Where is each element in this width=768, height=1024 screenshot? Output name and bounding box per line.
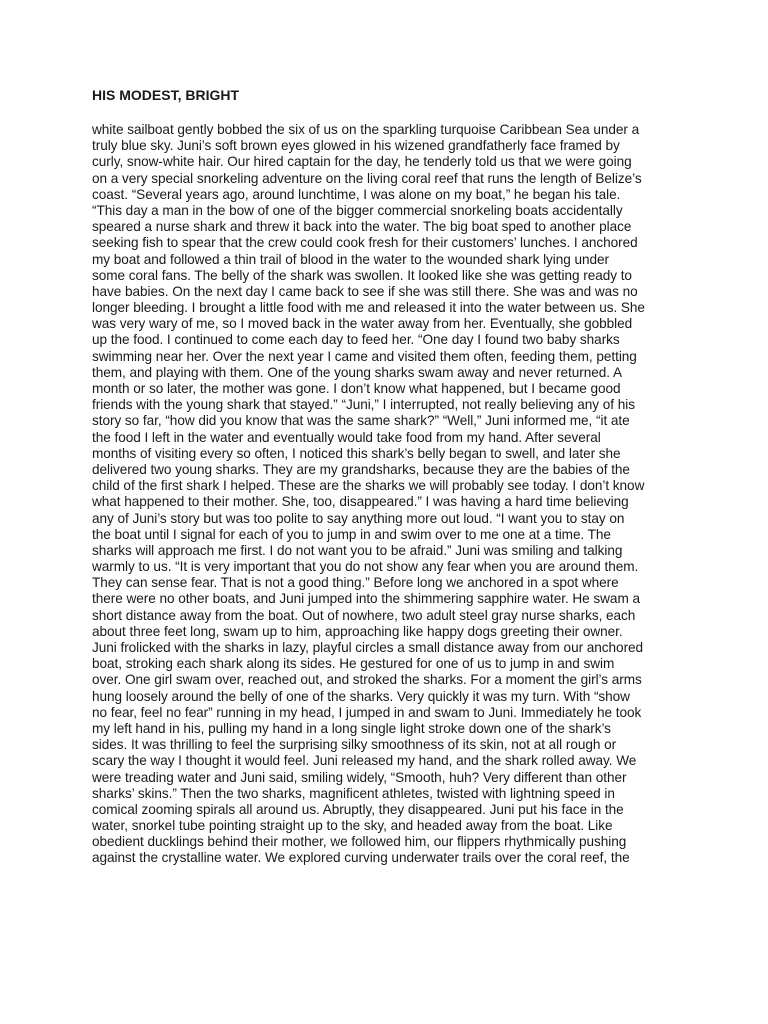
- text-line: no fear, feel no fear” running in my head, I jumped in and swam to Juni. Immediately he took: [92, 704, 642, 720]
- text-line: on a very special snorkeling adventure on the living coral reef that runs the length of Belize’s: [92, 170, 642, 186]
- text-line: were treading water and Juni said, smiling widely, “Smooth, huh? Very different than other: [92, 769, 627, 785]
- text-line: seeking fish to spear that the crew could cook fresh for their customers’ lunches. I anchored: [92, 235, 638, 251]
- text-line: delivered two young sharks. They are my grandsharks, because they are the babies of the: [92, 461, 630, 477]
- text-line: scary the way I thought it would feel. Juni released my hand, and the shark rolled away. We: [92, 753, 637, 769]
- text-line: any of Juni’s story but was too polite to say anything more out loud. “I want you to stay on: [92, 510, 625, 526]
- text-line: sides. It was thrilling to feel the surprising silky smoothness of its skin, not at all rough or: [92, 737, 617, 753]
- text-line: against the crystalline water. We explored curving underwater trails over the coral reef, the: [92, 850, 630, 866]
- text-line: months of visiting every so often, I noticed this shark’s belly began to swell, and later she: [92, 445, 621, 461]
- text-line: curly, snow-white hair. Our hired captain for the day, he tenderly told us that we were going: [92, 154, 632, 170]
- text-line: longer bleeding. I brought a little food with me and released it into the water between us. She: [92, 300, 645, 316]
- text-line: about three feet long, swam up to him, approaching like happy dogs greeting their owner.: [92, 623, 623, 639]
- text-line: warmly to us. “It is very important that you do not show any fear when you are around them.: [92, 559, 639, 575]
- text-line: swimming near her. Over the next year I came and visited them often, feeding them, petting: [92, 348, 637, 364]
- text-line: month or so later, the mother was gone. I don’t know what happened, but I became good: [92, 381, 621, 396]
- text-line: comical zooming spirals all around us. Abruptly, they disappeared. Juni put his face in the: [92, 801, 624, 817]
- text-line: white sailboat gently bobbed the six of us on the sparkling turquoise Caribbean Sea under a: [92, 122, 640, 137]
- text-line: obedient ducklings behind their mother, we followed him, our flippers rhythmically pushing: [92, 834, 627, 850]
- text-line: hung loosely around the belly of one of the sharks. Very quickly it was my turn. With “show: [92, 688, 630, 704]
- document-body: [92, 122, 682, 867]
- text-line: my boat and followed a thin trail of blood in the water to the wounded shark lying under: [92, 251, 610, 267]
- text-line: what happened to their mother. She, too, disappeared.” I was having a hard time believing: [92, 494, 629, 510]
- text-line: Juni frolicked with the sharks in lazy, playful circles a small distance away from our anchored: [92, 640, 644, 655]
- text-line: my left hand in his, pulling my hand in a long single light stroke down one of the shark’s: [92, 720, 611, 736]
- text-line: over. One girl swam over, reached out, and stroked the sharks. For a moment the girl’s arms: [92, 672, 642, 688]
- text-line: boat, stroking each shark along its sides. He gestured for one of us to jump in and swim: [92, 656, 615, 672]
- text-line: sharks will approach me first. I do not want you to be afraid.” Juni was smiling and talking: [92, 542, 623, 558]
- text-line: there were no other boats, and Juni jumped into the shimmering sapphire water. He swam a: [92, 591, 640, 607]
- text-line: short distance away from the boat. Out of nowhere, two adult steel gray nurse sharks, each: [92, 607, 636, 623]
- text-line: “This day a man in the bow of one of the bigger commercial snorkeling boats accidentally: [92, 202, 623, 218]
- text-line: was very wary of me, so I moved back in the water away from her. Eventually, she gobbled: [92, 316, 633, 332]
- text-line: the boat until I signal for each of you to jump in and swim over to me one at a time. The: [92, 526, 611, 542]
- text-line: water, snorkel tube pointing straight up to the sky, and headed away from the boat. Like: [92, 818, 613, 834]
- text-line: have babies. On the next day I came back to see if she was still there. She was and was no: [92, 283, 638, 299]
- text-line: them, and playing with them. One of the young sharks swam away and never returned. A: [92, 364, 623, 380]
- text-line: They can sense fear. That is not a good thing.” Before long we anchored in a spot where: [92, 575, 619, 591]
- text-line: child of the first shark I helped. These are the sharks we will probably see today. I don’t know: [92, 478, 645, 494]
- text-line: some coral fans. The belly of the shark was swollen. It looked like she was getting ready to: [92, 267, 632, 283]
- text-line: the food I left in the water and eventually would take food from my hand. After several: [92, 429, 601, 445]
- text-line: up the food. I continued to come each day to feed her. “One day I found two baby sharks: [92, 332, 620, 348]
- text-line: speared a nurse shark and threw it back into the water. The big boat sped to another place: [92, 219, 632, 235]
- document-title: HIS MODEST, BRIGHT: [92, 87, 240, 103]
- text-line: coast. “Several years ago, around lunchtime, I was alone on my boat,” he began his tale.: [92, 186, 621, 202]
- text-line: story so far, “how did you know that was the same shark?” “Well,” Juni informed me, “it ate: [92, 413, 630, 429]
- text-line: sharks’ skins.” Then the two sharks, magnificent athletes, twisted with lightning speed in: [92, 785, 615, 801]
- text-line: truly blue sky. Juni’s soft brown eyes glowed in his wizened grandfatherly face framed by: [92, 138, 620, 154]
- text-line: friends with the young shark that stayed.” “Juni,” I interrupted, not really believing any of his: [92, 397, 635, 413]
